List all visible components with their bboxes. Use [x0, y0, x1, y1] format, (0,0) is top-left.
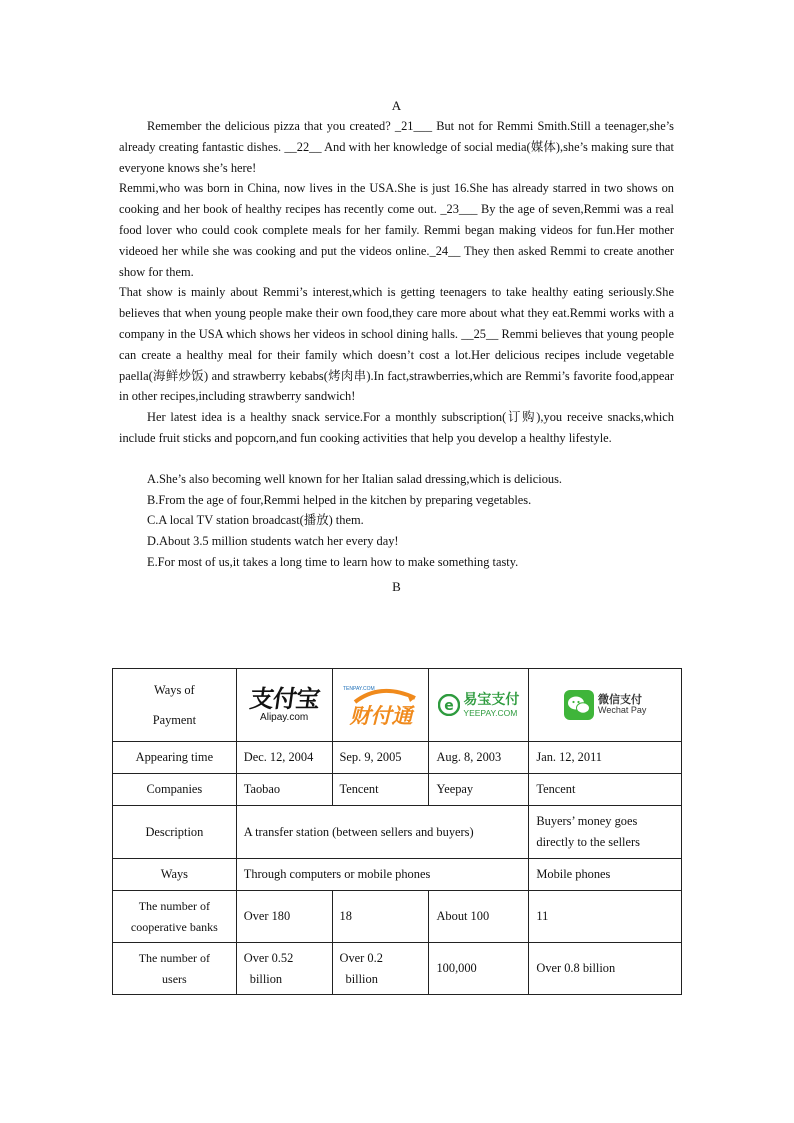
- yeepay-e-icon: [438, 694, 460, 716]
- cell-alipay-banks: Over 180: [236, 891, 332, 943]
- payment-table: [112, 668, 682, 995]
- row-label-appearing-time: Appearing time: [113, 742, 237, 774]
- cell-yeepay-date: Aug. 8, 2003: [429, 742, 529, 774]
- paragraph-1: Remember the delicious pizza that you created? _21___ But not for Remmi Smith.Still a teenager,she’s already creating fantastic dishes. __22__ And with her knowledge of social media(媒体),she’s making sure that everyone knows she’s here!: [119, 119, 674, 175]
- cell-wechat-banks: 11: [529, 891, 682, 943]
- label-line: The number of: [138, 898, 211, 913]
- yeepay-logo-cn: 易宝支付: [463, 691, 520, 708]
- section-label-b: B: [392, 578, 401, 594]
- cell-wechat-users: Over 0.8 billion: [529, 943, 682, 995]
- paragraph-4: Her latest idea is a healthy snack service.For a monthly subscription(订购),you receive snacks,which include fruit sticks and popcorn,and fun cooking activities that help you develop a healthy lifestyle.: [119, 410, 674, 445]
- paragraph-3: That show is mainly about Remmi’s interest,which is getting teenagers to take healthy eating seriously.She believes that when young people make their own food,they care more about what they eat.Remmi works with a company in the USA which shows her videos in school dining halls. __25__ Remmi believes that young people can create a healthy meal for their family which doesn’t cost a lot.Her delicious recipes include vegetable paella(海鲜炒饭) and strawberry kebabs(烤肉串).In fact,strawberries,which are Remmi’s favorite food,appear in other recipes,including strawberry sandwich!: [119, 285, 674, 404]
- option-d: D.About 3.5 million students watch her every day!: [147, 534, 399, 549]
- cell-alipay-users: [236, 943, 332, 995]
- table-row: [113, 774, 682, 806]
- cell-tenpay-date: Sep. 9, 2005: [332, 742, 429, 774]
- tenpay-logo: [333, 669, 429, 741]
- option-c: C.A local TV station broadcast(播放) them.: [147, 513, 364, 528]
- yeepay-logo: [429, 669, 528, 741]
- tenpay-arc: [355, 691, 415, 702]
- cell-tenpay-company: Tencent: [332, 774, 429, 806]
- row-label-cooperative-banks: [113, 891, 237, 943]
- alipay-logo-cn: 支付宝: [247, 685, 321, 713]
- cell-yeepay-users: 100,000: [429, 943, 529, 995]
- cell-alipay-company: Taobao: [236, 774, 332, 806]
- tenpay-logo-cn: 财付通: [349, 704, 412, 728]
- table-row: [113, 742, 682, 774]
- value-line: Over 0.2: [339, 950, 383, 965]
- alipay-logo-cell: [236, 669, 332, 742]
- table-row: [113, 943, 682, 995]
- wechat-logo: [529, 669, 681, 741]
- table-row: [113, 859, 682, 891]
- tenpay-swoosh-icon: [337, 680, 425, 730]
- cell-tenpay-banks: 18: [332, 891, 429, 943]
- wechat-logo-cn: 微信支付: [598, 693, 642, 706]
- cell-wechat-description: Buyers’ money goes directly to the sellers: [529, 806, 682, 859]
- cell-shared-description: A transfer station (between sellers and buyers): [236, 806, 529, 859]
- cell-wechat-ways: Mobile phones: [529, 859, 682, 891]
- header-line: Ways of: [154, 683, 195, 697]
- alipay-logo: [237, 669, 332, 741]
- wechat-chat-icon: [564, 690, 594, 720]
- passage-a: [119, 96, 674, 597]
- label-line: The number of: [138, 950, 211, 965]
- cell-yeepay-company: Yeepay: [429, 774, 529, 806]
- paragraph-2: Remmi,who was born in China, now lives in the USA.She is just 16.She has already starred in two shows on cooking and her book of healthy recipes has recently come out. _23___ By the age of seven,Remmi was a real food lover who could cook complete meals for her family. Remmi began making videos for fun.Her mother videoed her while she was cooking and put the videos online._24__ They then asked Remmi to create another show for them.: [119, 181, 674, 279]
- option-a: A.She’s also becoming well known for her Italian salad dressing,which is delicious.: [147, 471, 563, 486]
- tenpay-logo-small: TENPAY.COM: [342, 686, 375, 692]
- cell-alipay-date: Dec. 12, 2004: [236, 742, 332, 774]
- value-line: billion: [249, 971, 283, 986]
- row-label-description: Description: [113, 806, 237, 859]
- yeepay-logo-cell: [429, 669, 529, 742]
- value-line: Over 0.52: [243, 950, 294, 965]
- tenpay-logo-cell: [332, 669, 429, 742]
- answer-options: [119, 469, 674, 573]
- wechat-logo-cell: [529, 669, 682, 742]
- alipay-logo-en: Alipay.com: [260, 712, 309, 723]
- table-row: [113, 891, 682, 943]
- table-row: [113, 669, 682, 742]
- row-label-companies: Companies: [113, 774, 237, 806]
- section-label-a: A: [391, 98, 402, 113]
- label-line: cooperative banks: [130, 919, 218, 934]
- cell-tenpay-users: [332, 943, 429, 995]
- cell-wechat-date: Jan. 12, 2011: [529, 742, 682, 774]
- row-label-users: [113, 943, 237, 995]
- option-b: B.From the age of four,Remmi helped in the kitchen by preparing vegetables.: [147, 492, 532, 507]
- table-row: [113, 806, 682, 859]
- option-e: E.For most of us,it takes a long time to learn how to make something tasty.: [147, 554, 519, 569]
- cell-wechat-company: Tencent: [529, 774, 682, 806]
- ways-of-payment-header: [113, 669, 237, 742]
- cell-yeepay-banks: About 100: [429, 891, 529, 943]
- wechat-logo-en: Wechat Pay: [598, 705, 647, 716]
- value-line: billion: [345, 971, 378, 986]
- svg-text:e: e: [444, 698, 455, 714]
- cell-shared-ways: Through computers or mobile phones: [236, 859, 529, 891]
- yeepay-logo-en: YEEPAY.COM: [463, 707, 518, 718]
- row-label-ways: Ways: [113, 859, 237, 891]
- label-line: users: [162, 971, 187, 986]
- header-line: Payment: [152, 713, 197, 727]
